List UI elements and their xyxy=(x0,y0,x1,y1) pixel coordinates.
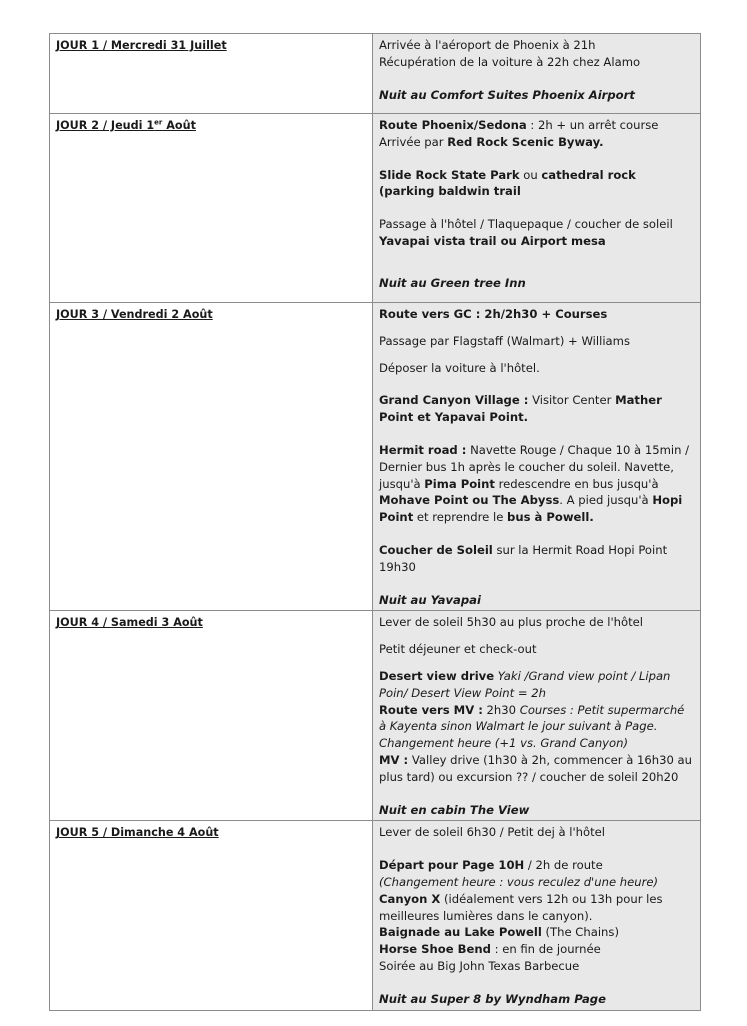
day-cell xyxy=(50,34,373,114)
plan-line: Yavapai vista trail ou Airport mesa xyxy=(379,233,606,248)
night-line: Nuit au Yavapai xyxy=(379,592,481,607)
day-label: JOUR 3 / Vendredi 2 Août xyxy=(56,308,213,321)
plan-cell xyxy=(373,611,701,821)
plan-line: (Changement heure : vous reculez d'une heure) xyxy=(379,874,659,889)
table-row-day-5 xyxy=(50,821,701,1010)
plan-line: Arrivée à l'aéroport de Phoenix à 21h xyxy=(379,38,596,52)
day-label: JOUR 1 / Mercredi 31 Juillet xyxy=(56,39,227,52)
day-label-main: JOUR 2 / Jeudi 1 xyxy=(56,119,155,132)
day-label: JOUR 4 / Samedi 3 Août xyxy=(56,616,203,630)
night-line: Nuit au Comfort Suites Phoenix Airport xyxy=(379,87,635,102)
plan-line: Arrivée par Red Rock Scenic Byway. xyxy=(379,134,604,149)
plan-line: Lever de soleil 6h30 / Petit dej à l'hôtel xyxy=(379,825,606,840)
plan-line: Baignade au Lake Powell (The Chains) xyxy=(379,925,619,940)
day-label-month: Août xyxy=(162,119,196,132)
day-label: JOUR 5 / Dimanche 4 Août xyxy=(56,826,219,840)
plan-cell xyxy=(373,114,701,303)
day-cell xyxy=(50,611,373,821)
day-cell xyxy=(50,303,373,611)
plan-line: Passage à l'hôtel / Tlaquepaque / coucher de soleil xyxy=(379,217,673,232)
day-cell xyxy=(50,114,373,303)
plan-line: MV : Valley drive (1h30 à 2h, commencer à 16h30 au plus tard) ou excursion ?? / coucher de soleil 20h20 xyxy=(379,752,693,784)
plan-line: Lever de soleil 5h30 au plus proche de l'hôtel xyxy=(379,615,644,630)
plan-line: Route vers GC : 2h/2h30 + Courses xyxy=(379,307,608,321)
plan-line: Canyon X (idéalement vers 12h ou 13h pour les meilleures lumières dans le canyon). xyxy=(379,891,663,923)
plan-line: Horse Shoe Bend : en fin de journée xyxy=(379,942,601,957)
table-row-day-2 xyxy=(50,114,701,303)
day-cell xyxy=(50,821,373,1010)
plan-cell xyxy=(373,34,701,114)
plan-line: Slide Rock State Park ou cathedral rock (parking baldwin trail xyxy=(379,167,636,199)
table-row-day-4 xyxy=(50,611,701,821)
night-line: Nuit en cabin The View xyxy=(379,802,530,817)
plan-line: Coucher de Soleil sur la Hermit Road Hopi Point 19h30 xyxy=(379,542,668,574)
night-line: Nuit au Super 8 by Wyndham Page xyxy=(379,991,606,1006)
plan-line: Départ pour Page 10H / 2h de route xyxy=(379,858,603,873)
plan-line: Route Phoenix/Sedona : 2h + un arrêt course xyxy=(379,118,659,132)
plan-cell xyxy=(373,821,701,1010)
table-row-day-3 xyxy=(50,303,701,611)
plan-line: Hermit road : Navette Rouge / Chaque 10 à 15min / Dernier bus 1h après le coucher du soleil. Navette, jusqu'à Pima Point redescendre en bus jusqu'à Mohave Point ou The Abyss. A pied jusqu'à Hopi Point et reprendre le bus à Powell. xyxy=(379,442,690,525)
plan-line: Desert view drive Yaki /Grand view point / Lipan Poin/ Desert View Point = 2h xyxy=(379,668,671,700)
plan-line: Passage par Flagstaff (Walmart) + Williams xyxy=(379,333,630,348)
plan-line: Récupération de la voiture à 22h chez Alamo xyxy=(379,54,641,69)
day-label xyxy=(56,119,196,132)
plan-line: Route vers MV : 2h30 Courses : Petit supermarché à Kayenta sinon Walmart le jour suivant à Page. Changement heure (+1 vs. Grand Canyon) xyxy=(379,702,685,751)
day-label-sup: er xyxy=(154,118,163,127)
table-row-day-1 xyxy=(50,34,701,114)
plan-line: Petit déjeuner et check-out xyxy=(379,642,537,657)
night-line: Nuit au Green tree Inn xyxy=(379,275,526,290)
plan-line: Grand Canyon Village : Visitor Center Mather Point et Yapavai Point. xyxy=(379,393,662,425)
itinerary-table xyxy=(49,33,701,1011)
plan-cell xyxy=(373,303,701,611)
plan-line: Déposer la voiture à l'hôtel. xyxy=(379,360,540,375)
plan-line: Soirée au Big John Texas Barbecue xyxy=(379,958,580,973)
